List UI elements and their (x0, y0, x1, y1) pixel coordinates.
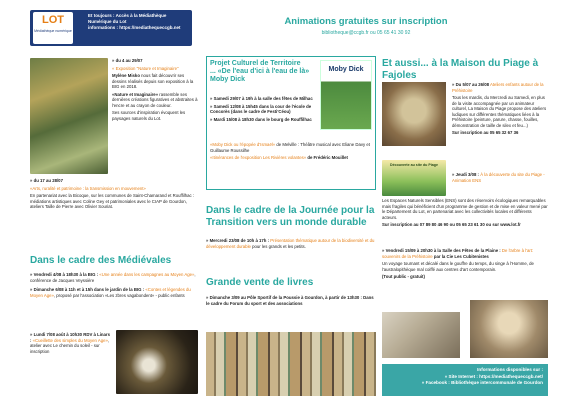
med3-block (30, 332, 112, 356)
dance-photo (470, 300, 548, 358)
med3-date: » Lundi 7/08 août à 10h30 RDV à Linars : (30, 332, 110, 343)
footer-facebook-link[interactable]: » Facebook : Bibliothèque intercommunale de Gourdon (421, 380, 543, 386)
piage-ev1-date: » Du 5/07 au 26/08 (452, 82, 490, 87)
books-photo (206, 332, 376, 396)
moby-poster (320, 60, 372, 130)
moby-poster-title: Moby Dick (328, 66, 364, 73)
moby-ev4-title: «Moby Dick ou l'épopée d'Ismaël» (210, 142, 276, 147)
vente-heading: Grande vente de livres (206, 277, 314, 288)
med1-text: , conférence de Jacques Veyssière (30, 272, 196, 283)
piage-ev3-public: (Tout public - gratuit) (382, 274, 425, 279)
moby-ev5-title: «Itinérances de l'exposition Les Rivières volantes» (210, 155, 307, 160)
flower-photo (116, 330, 198, 394)
medievales-block (30, 272, 198, 300)
piage-ev3-title: De l'arbre à l'art: souvenirs de la Préhistoire (382, 248, 534, 259)
piage-ev3-company: par la Cie Les Cubitenistes (433, 253, 489, 259)
med1-title: «Une année dans les campagnes au Moyen Age» (99, 272, 195, 277)
med2-text: , proposé par l'association «Les zbres vagabondent» - public enfants (53, 292, 185, 298)
header-info-line2: Numérique du Lot (88, 18, 127, 24)
footer-title: Informations disponibles sur : (477, 367, 543, 372)
piage-ev1-insc: Sur inscription au 05 65 32 67 36 (452, 130, 519, 135)
arts-block (30, 178, 198, 212)
journee-date: » Mercredi 23/08 de 10h à 17h : (206, 238, 270, 243)
moby-title-2: ... «De l'eau d'ici à l'eau de là» (210, 68, 310, 76)
header-info (88, 13, 188, 31)
journee-heading: Dans le cadre de la Journée pour la Transition vers un monde durable (206, 205, 375, 228)
expo-text: nous fait découvrir ses dessins réalisés depuis son exposition à la BIG en 2018. (112, 73, 194, 89)
header-contact[interactable]: bibliotheque@ccgb.fr ou 05 65 41 30 92 (321, 30, 411, 36)
med1-date: » Vendredi 4/08 à 18h30 à la BIG : (30, 272, 99, 277)
journee-text-1: Présentation thématique autour de la biodiversité et du développement durable (206, 238, 375, 249)
piage-ev2-body (382, 198, 548, 230)
piage-photo (382, 82, 446, 146)
journee-text-2: pour les grands et les petits. (252, 243, 306, 249)
footer-site-link[interactable]: » Site Internet : https://mediathequeccgb.net/ (444, 373, 543, 379)
header-info-line3[interactable]: informations : https://mediathequeccgb.net (88, 24, 181, 30)
med2-title: «Contes et légendes du Moyen Age» (30, 287, 191, 298)
footer-box (382, 364, 548, 396)
piage-poster (382, 160, 446, 196)
arts-title: «Arts, ruralité et patrimoine : la transmission en mouvement» (30, 185, 146, 191)
moby-title-3: Moby Dick (210, 76, 246, 84)
arts-date: » du 17 au 28/07 (30, 178, 63, 183)
expo-quote: «Nature et Imaginaire» (112, 91, 159, 97)
piage-ev2-head (452, 172, 548, 185)
med3-title: «Cueillette des simples du Moyen Age» (32, 337, 108, 343)
piage-ev1 (452, 82, 548, 138)
moby-ev1: » Samedi 29/07 à 19h à la salle des fêtes de Milhac (210, 96, 313, 101)
expo-title: « Exposition "Nature et Imaginaire" (112, 65, 179, 71)
logo-text: LOT (42, 14, 64, 26)
piage-ev1-text: Tous les mardis, du Mercredi au Samedi, en plus de la visite accompagnée par un animateur culturel, La Maison du Piage propose des ateliers ludiques sur différentes thématiques liées à la Préhistoire (peinture, parure, chasse, fouilles, démonstration de taille de silex et feu...) (452, 95, 547, 128)
piage-ev3-date: » Vendredi 15/09 à 20h30 à la Salle des Fêtes de la Plaine : (382, 248, 501, 253)
vente-block (206, 295, 376, 308)
expo-block (112, 58, 198, 123)
vente-text: » Dimanche 3/09 au Pôle Sportif de la Poussie à Gourdon, à partir de 13h30 : Dans le cadre du Forum du sport et des associations (206, 295, 374, 306)
moby-title-1: Projet Culturel de Territoire (210, 60, 301, 67)
moby-ev3: » Mardi 15/08 à 18h30 dans le bourg de Rouffilhac (210, 116, 312, 122)
piage-ev2-date: » Jeudi 3/08 : (452, 172, 479, 177)
moby-ev2: » Samedi 12/08 à 15h45 dans la cour de l'école de Concorès (dans le cadre de Festi'Céou) (210, 103, 312, 114)
med3-text: , atelier avec Le chemin du soleil - sur inscription (30, 337, 110, 354)
piage-ev3 (382, 248, 548, 282)
logo-subtitle: Médiathèque numérique (34, 29, 72, 33)
moby-box-title (210, 60, 316, 84)
expo-date: » du 4 au 29/07 (112, 58, 143, 63)
moby-details (210, 142, 372, 163)
moby-ev5-text: de Frédéric Mouillet (307, 155, 348, 160)
header-info-line1: Et toujours : Accès à la Médiathèque (88, 13, 167, 18)
expo-text-3: Ses sources d'inspiration évoquent les paysages naturels du Lot. (112, 110, 186, 121)
piage-ev2-insc[interactable]: Sur inscription au 07 89 80 46 90 ou 05 65 23 61 30 ou sur www.lot.fr (382, 222, 521, 227)
moby-events (210, 96, 320, 124)
cave-photo (382, 312, 460, 358)
piage-ev3-text: Un voyage tournant et décalé dans le gouffre du temps, du singe à l'Homme, de l'australopithèque mal coiffé aux centres d'art contemporain. (382, 261, 534, 272)
piage-ev2-text: Les Espaces Naturels Sensibles (ENS) sont des réservoirs écologiques remarquables mais fragiles qui bénéficient d'un programme de gestion et de mise en valeur mené par le Département du Lot, en partenariat avec les collectivités locales et différents acteurs. (382, 198, 548, 220)
journee-block (206, 238, 376, 251)
expo-text-2: rassemble ses dernières créations figuratives et abstraites à l'encre et au crayon de couleur. (112, 91, 198, 108)
expo-artist: Mylène Misko (112, 73, 140, 78)
header-title: Animations gratuites sur inscription (284, 16, 448, 27)
piage-ev2-title: À la découverte du site du Piage - Animation ENS (452, 172, 545, 183)
moby-ev4-text: de Melville : Théâtre musical avec Eliane Davy et Guillaume Roussilhe (210, 142, 370, 153)
medievales-heading: Dans le cadre des Médiévales (30, 255, 172, 266)
med2-date: » Dimanche 6/08 à 11h et à 15h dans le jardin de la BIG : (30, 287, 145, 292)
piage-ev1-title: Ateliers enfants autour de la Préhistoire (452, 82, 544, 93)
logo (33, 12, 73, 44)
piage-heading: Et aussi... à la Maison du Piage à Fajoles (382, 58, 539, 81)
piage-poster-title: Découverte au site du Piage (390, 163, 438, 167)
arts-text: En partenariat avec la Bicoque, sur les communes de Saint-Chamarand et Rouffilhac : médiations artistiques avec Coline Gey et patrimoniales avec le CIAP de Gourdon, ateliers Taille de Pierre avec Olivier Souriat. (30, 193, 195, 209)
artwork-image (30, 58, 108, 174)
